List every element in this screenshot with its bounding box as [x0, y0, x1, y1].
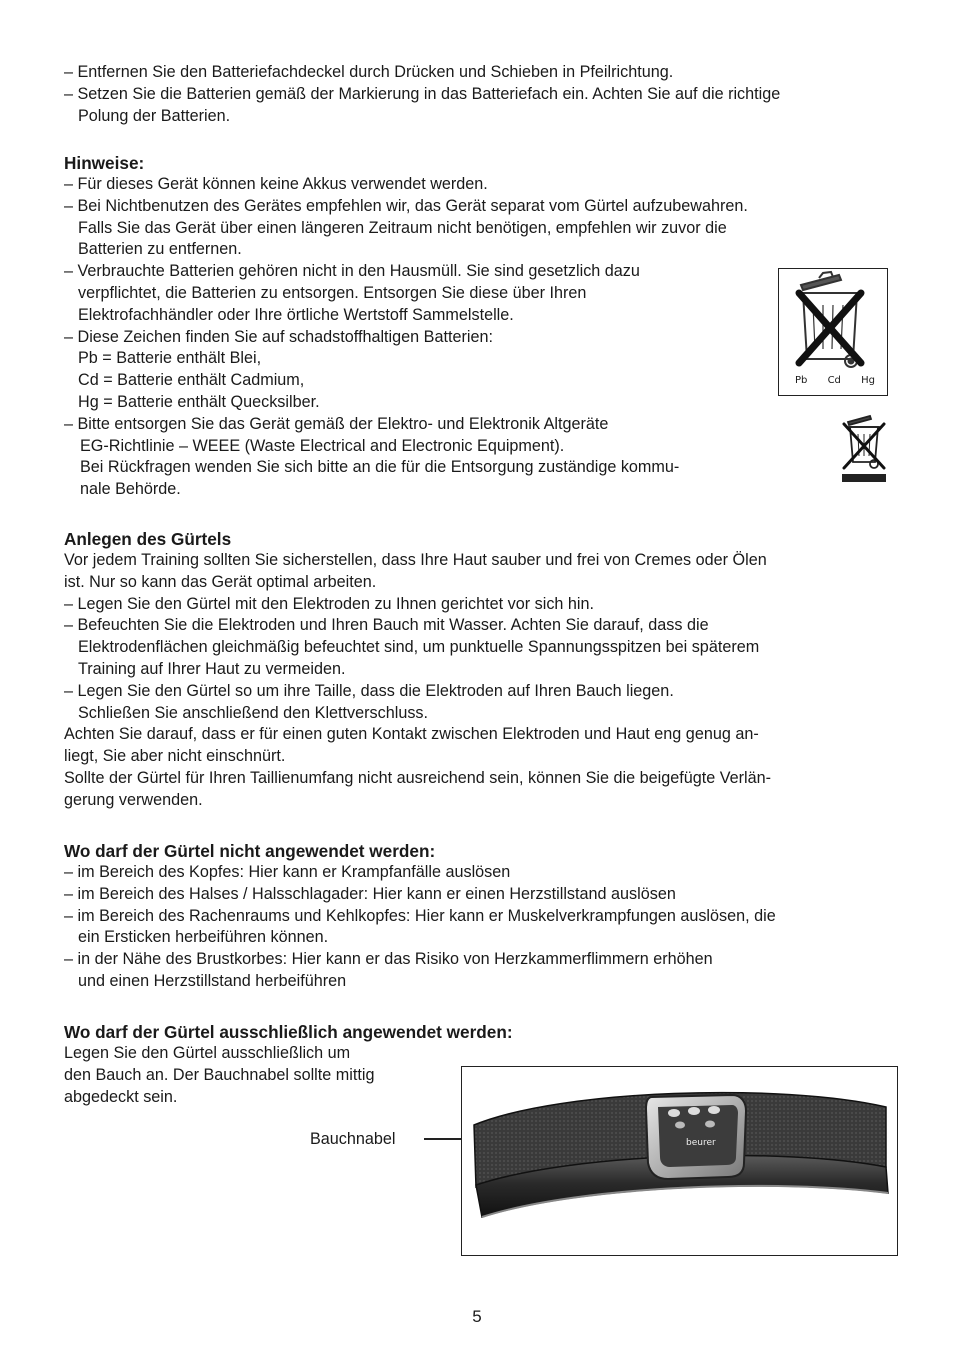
ausschl-line: Legen Sie den Gürtel ausschließlich um [64, 1044, 351, 1062]
intro-line: – Entfernen Sie den Batteriefachdeckel durch Drücken und Schieben in Pfeilrichtung. [64, 63, 674, 81]
bauchnabel-callout [310, 1129, 396, 1151]
nicht-section [64, 840, 776, 993]
hinweise-section [64, 152, 748, 501]
hinweise-heading: Hinweise: [64, 153, 145, 173]
label-hg: Hg [861, 375, 875, 386]
anlegen-heading: Anlegen des Gürtels [64, 529, 232, 549]
bauchnabel-label: Bauchnabel [310, 1130, 396, 1148]
hinweise-line: Bei Rückfragen wenden Sie sich bitte an die für die Entsorgung zuständige kommu- [80, 458, 680, 477]
anlegen-section [64, 528, 771, 812]
nicht-line: – im Bereich des Halses / Halsschlagader: Hier kann er einen Herzstillstand auslösen [64, 884, 676, 903]
battery-disposal-symbol [778, 268, 888, 396]
nicht-heading: Wo darf der Gürtel nicht angewendet werden: [64, 841, 436, 861]
ausschl-line: abgedeckt sein. [64, 1087, 178, 1106]
weee-bin-icon [838, 410, 890, 484]
hinweise-line: verpflichtet, die Batterien zu entsorgen. Entsorgen Sie diese über Ihren [78, 283, 587, 302]
ausschl-section [64, 1021, 513, 1108]
hinweise-line: Hg = Batterie enthält Quecksilber. [78, 392, 320, 411]
ausschl-heading: Wo darf der Gürtel ausschließlich angewendet werden: [64, 1022, 513, 1042]
nicht-line: ein Ersticken herbeiführen können. [78, 928, 329, 947]
anlegen-line: – Legen Sie den Gürtel mit den Elektroden zu Ihnen gerichtet vor sich hin. [64, 594, 595, 613]
weee-symbol [838, 410, 890, 484]
anlegen-line: liegt, Sie aber nicht einschnürt. [64, 747, 286, 766]
hinweise-line: Batterien zu entfernen. [78, 240, 242, 259]
hinweise-line: Cd = Batterie enthält Cadmium, [78, 371, 305, 390]
hinweise-line: Pb = Batterie enthält Blei, [78, 349, 262, 368]
anlegen-line: gerung verwenden. [64, 790, 203, 809]
hinweise-line: – Verbrauchte Batterien gehören nicht in den Hausmüll. Sie sind gesetzlich dazu [64, 262, 640, 281]
hinweise-line: nale Behörde. [80, 480, 181, 499]
label-cd: Cd [827, 375, 841, 386]
anlegen-line: Training auf Ihrer Haut zu vermeiden. [78, 659, 346, 678]
anlegen-line: Sollte der Gürtel für Ihren Taillienumfang nicht ausreichend sein, können Sie die beigefügte Verlän- [64, 768, 771, 787]
belt-image [461, 1066, 898, 1256]
intro-line: Polung der Batterien. [78, 106, 231, 125]
belt-illustration [462, 1067, 896, 1254]
hinweise-line: – Für dieses Gerät können keine Akkus verwendet werden. [64, 175, 488, 193]
anlegen-line: – Befeuchten Sie die Elektroden und Ihren Bauch mit Wasser. Achten Sie darauf, dass die [64, 616, 709, 635]
ausschl-line: den Bauch an. Der Bauchnabel sollte mittig [64, 1065, 375, 1084]
anlegen-line: Achten Sie darauf, dass er für einen guten Kontakt zwischen Elektroden und Haut eng genug an- [64, 725, 759, 744]
battery-labels [795, 375, 875, 386]
hinweise-line: EG-Richtlinie – WEEE (Waste Electrical and Electronic Equipment). [80, 436, 565, 455]
intro-line: – Setzen Sie die Batterien gemäß der Markierung in das Batteriefach ein. Achten Sie auf die richtige [64, 84, 781, 103]
nicht-line: – im Bereich des Rachenraums und Kehlkopfes: Hier kann er Muskelverkrampfungen auslösen, die [64, 906, 776, 925]
anlegen-line: Vor jedem Training sollten Sie sicherstellen, dass Ihre Haut sauber und frei von Cremes oder Ölen [64, 551, 767, 569]
hinweise-line: Elektrofachhändler oder Ihre örtliche Wertstoff Sammelstelle. [78, 305, 514, 324]
hinweise-line: – Bitte entsorgen Sie das Gerät gemäß der Elektro- und Elektronik Altgeräte [64, 414, 609, 433]
nicht-line: und einen Herzstillstand herbeiführen [78, 971, 347, 990]
label-pb: Pb [795, 375, 808, 386]
nicht-line: – im Bereich des Kopfes: Hier kann er Krampfanfälle auslösen [64, 863, 511, 881]
anlegen-line: Elektrodenflächen gleichmäßig befeuchtet sind, um punktuelle Spannungsspitzen bei späterem [78, 638, 760, 657]
anlegen-line: Schließen Sie anschließend den Klettverschluss. [78, 703, 429, 722]
nicht-line: – in der Nähe des Brustkorbes: Hier kann er das Risiko von Herzkammerflimmern erhöhen [64, 950, 713, 969]
hinweise-line: Falls Sie das Gerät über einen längeren Zeitraum nicht benötigen, empfehlen wir zuvor die [78, 218, 727, 237]
anlegen-line: ist. Nur so kann das Gerät optimal arbeiten. [64, 572, 377, 591]
beurer-logo: beurer [686, 1138, 716, 1148]
anlegen-line: – Legen Sie den Gürtel so um ihre Taille, dass die Elektroden auf Ihren Bauch liegen. [64, 681, 674, 700]
page-number: 5 [472, 1307, 482, 1326]
hinweise-line: – Diese Zeichen finden Sie auf schadstoffhaltigen Batterien: [64, 327, 493, 346]
intro-section [64, 62, 780, 127]
hinweise-line: – Bei Nichtbenutzen des Gerätes empfehlen wir, das Gerät separat vom Gürtel aufzubewahren. [64, 196, 748, 215]
